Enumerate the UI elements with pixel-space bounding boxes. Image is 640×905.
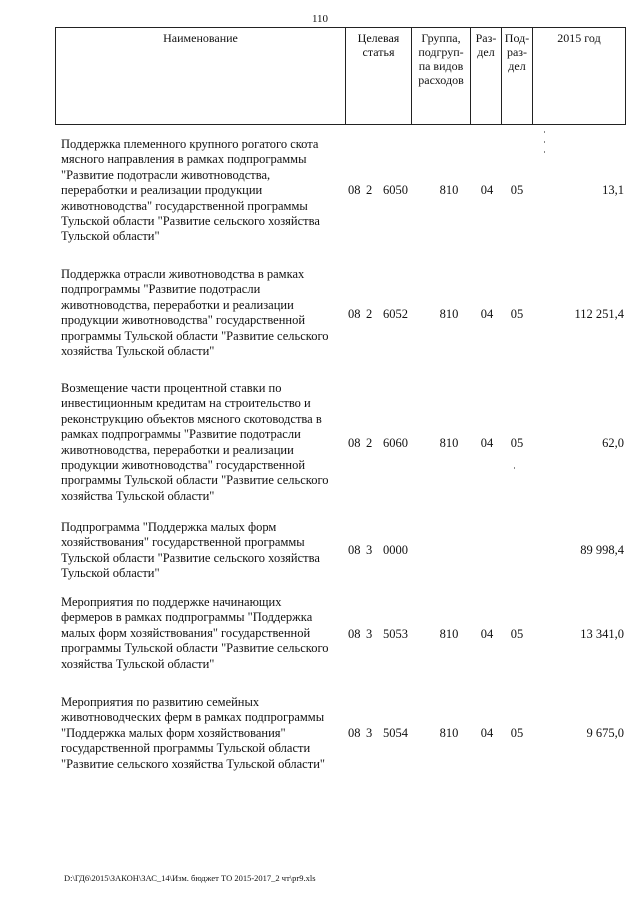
row-kbk-direction: 5054 xyxy=(383,726,408,740)
row-amount: 13 341,0 xyxy=(580,627,624,641)
row-kbk-direction: 5053 xyxy=(383,627,408,641)
scan-speck xyxy=(544,141,545,143)
row-kbk-program: 08 xyxy=(348,726,361,740)
row-name: Мероприятия по развитию семейных животноводческих ферм в рамках подпрограммы "Поддержка малых форм хозяйствования" государственной программы Тульской области "Развитие сельского хозяйства Тульской области" xyxy=(61,695,325,771)
row-kbk-program: 08 xyxy=(348,183,361,197)
row-section: 04 xyxy=(480,436,494,450)
header-year: 2015 год xyxy=(557,31,601,45)
row-kbk-subprogram: 3 xyxy=(366,627,373,641)
footer-file-path: D:\ГД6\2015\ЗАКОН\ЗАС_14\Изм. бюджет ТО 2015-2017_2 чт\pr9.xls xyxy=(64,873,316,883)
row-amount: 89 998,4 xyxy=(580,543,624,557)
row-kbk-subprogram: 2 xyxy=(366,183,373,197)
row-kbk-direction: 6052 xyxy=(383,307,408,321)
row-name: Поддержка отрасли животноводства в рамках подпрограммы "Развитие подотрасли животноводства, переработки и реализации продукции животноводства" государственной программы Тульской области "Развитие сельского хозяйства Тульской области" xyxy=(61,267,329,359)
row-expense-group: 810 xyxy=(439,726,459,740)
row-amount: 112 251,4 xyxy=(574,307,624,321)
row-kbk-direction: 6050 xyxy=(383,183,408,197)
row-kbk-subprogram: 2 xyxy=(366,307,373,321)
row-name: Поддержка племенного крупного рогатого скота мясного направления в рамках подпрограммы "Развитие подотрасли животноводства, переработки и реализации продукции животноводства" государственной программы Тульской области "Развитие сельского хозяйства Тульской области" xyxy=(61,137,320,244)
row-subsection: 05 xyxy=(510,436,524,450)
row-expense-group: 810 xyxy=(439,307,459,321)
row-kbk-subprogram: 2 xyxy=(366,436,373,450)
scan-speck xyxy=(544,131,545,133)
row-kbk-program: 08 xyxy=(348,436,361,450)
header-section: Раз- дел xyxy=(475,31,497,59)
row-subsection: 05 xyxy=(510,183,524,197)
row-subsection: 05 xyxy=(510,726,524,740)
header-group: Группа, подгруп- па видов расходов xyxy=(418,31,464,87)
scan-speck xyxy=(544,151,545,153)
header-subsection: Под- раз- дел xyxy=(504,31,530,73)
row-kbk-subprogram: 3 xyxy=(366,543,373,557)
row-section: 04 xyxy=(480,307,494,321)
row-expense-group: 810 xyxy=(439,183,459,197)
page-number: 110 xyxy=(311,13,329,25)
scan-speck xyxy=(514,467,515,469)
row-name: Возмещение части процентной ставки по инвестиционным кредитам на строительство и реконструкцию объектов мясного скотоводства в рамках подпрограммы "Развитие подотрасли животноводства, переработки и реализации продукции животноводства" государственной программы Тульской области "Развитие сельского хозяйства Тульской области" xyxy=(61,381,329,503)
row-kbk-program: 08 xyxy=(348,307,361,321)
row-kbk-program: 08 xyxy=(348,543,361,557)
row-name: Подпрограмма "Поддержка малых форм хозяйствования" государственной программы Тульской области "Развитие сельского хозяйства Тульской области" xyxy=(61,520,320,581)
row-kbk-direction: 6060 xyxy=(383,436,408,450)
row-kbk-direction: 0000 xyxy=(383,543,408,557)
row-kbk-subprogram: 3 xyxy=(366,726,373,740)
row-expense-group: 810 xyxy=(439,627,459,641)
row-kbk-program: 08 xyxy=(348,627,361,641)
row-name: Мероприятия по поддержке начинающих фермеров в рамках подпрограммы "Поддержка малых форм хозяйствования" государственной программы Тульской области "Развитие сельского хозяйства Тульской области" xyxy=(61,595,329,671)
row-subsection: 05 xyxy=(510,627,524,641)
row-amount: 62,0 xyxy=(602,436,624,450)
row-amount: 9 675,0 xyxy=(586,726,624,740)
header-target: Целевая статья xyxy=(357,31,400,59)
row-amount: 13,1 xyxy=(602,183,624,197)
row-section: 04 xyxy=(480,627,494,641)
row-expense-group: 810 xyxy=(439,436,459,450)
header-name: Наименование xyxy=(163,31,238,45)
row-section: 04 xyxy=(480,183,494,197)
row-subsection: 05 xyxy=(510,307,524,321)
row-section: 04 xyxy=(480,726,494,740)
